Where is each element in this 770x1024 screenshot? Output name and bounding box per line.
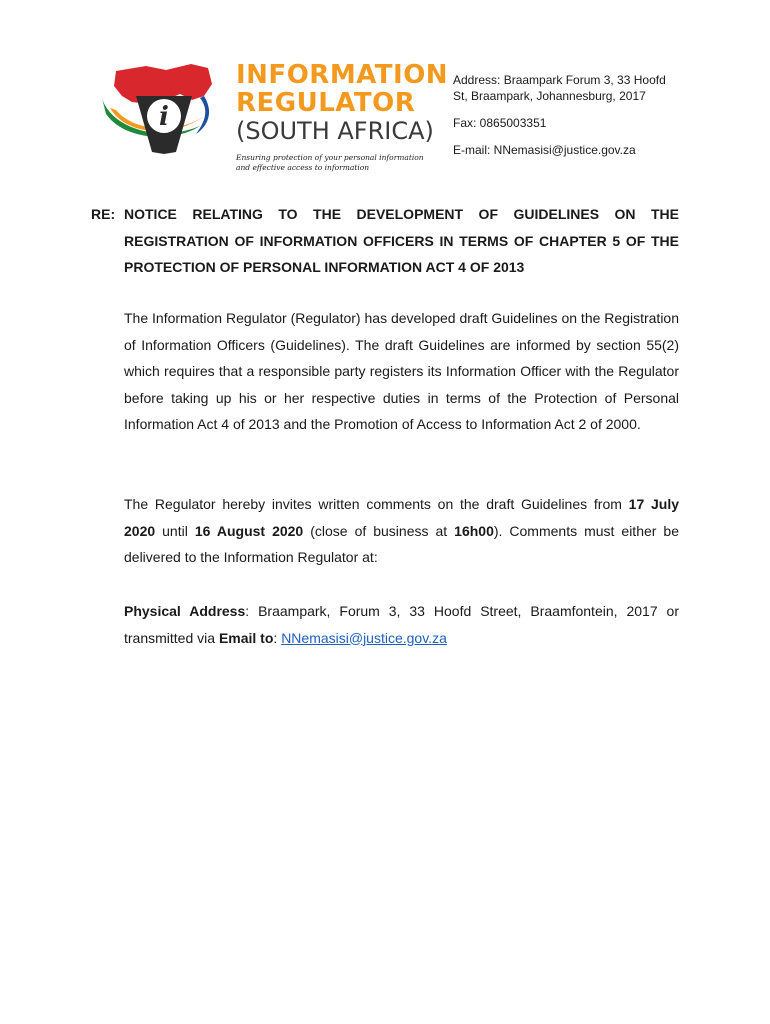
contact-fax: Fax: 0865003351 [453, 116, 547, 130]
logo-title-line1: INFORMATION [236, 60, 449, 90]
comments-intro-text: The Regulator hereby invites written comments on the draft Guidelines from [124, 496, 629, 512]
logo-tagline [236, 153, 424, 173]
contact-address [453, 72, 703, 104]
deadline-time: 16h00 [454, 522, 494, 539]
paragraph-delivery-address [124, 598, 679, 651]
email-colon: : [273, 629, 282, 646]
logo-tagline-line1: Ensuring protection of your personal information [236, 153, 424, 162]
email-to-label: Email to [218, 629, 274, 646]
logo-tagline-line2: and effective access to information [236, 163, 370, 172]
physical-address-text: : Braampark, Forum 3, 33 Hoofd Street, Braamfontein, 2017 or transmitted via [124, 603, 679, 646]
contact-block [453, 72, 703, 158]
notice-heading: NOTICE RELATING TO THE DEVELOPMENT OF GUIDELINES ON THE REGISTRATION OF INFORMATION OFFICERS IN TERMS OF CHAPTER 5 OF THE PROTECTION OF PERSONAL INFORMATION ACT 4 OF 2013 [124, 206, 679, 275]
comments-rest-text: ). Comments must either be delivered to the Information Regulator at: [124, 522, 679, 565]
physical-address-label: Physical Address [124, 603, 246, 619]
paragraph-invite-comments [124, 491, 679, 571]
contact-address-line1: Address: Braampark Forum 3, 33 Hoofd [453, 73, 666, 87]
paragraph-draft-guidelines: The Information Regulator (Regulator) has developed draft Guidelines on the Registration of Information Officers (Guidelines). The draft Guidelines are informed by section 55(2) which requires that a responsible party registers its Information Officer with the Regulator before taking up his or her respective duties in terms of the Protection of Personal Information Act 4 of 2013 and the Promotion of Access to Information Act 2 of 2000. [124, 310, 679, 432]
information-regulator-logo [96, 56, 449, 181]
close-of-business-text: (close of business at [303, 522, 455, 539]
start-date: 17 July 2020 [124, 496, 679, 539]
info-letter-icon: i [159, 102, 169, 132]
blue-arc-shape [196, 96, 209, 134]
until-text: until [155, 522, 195, 539]
email-link[interactable]: NNemasisi@justice.gov.za [281, 629, 447, 646]
contact-address-line2: St, Braampark, Johannesburg, 2017 [453, 89, 646, 103]
end-date: 16 August 2020 [194, 522, 304, 539]
contact-email: E-mail: NNemasisi@justice.gov.za [453, 143, 636, 157]
logo-subtitle: (SOUTH AFRICA) [236, 117, 434, 145]
regulator-emblem-icon [96, 56, 234, 156]
logo-title-line2: REGULATOR [236, 88, 416, 118]
re-label: RE: [91, 206, 116, 222]
